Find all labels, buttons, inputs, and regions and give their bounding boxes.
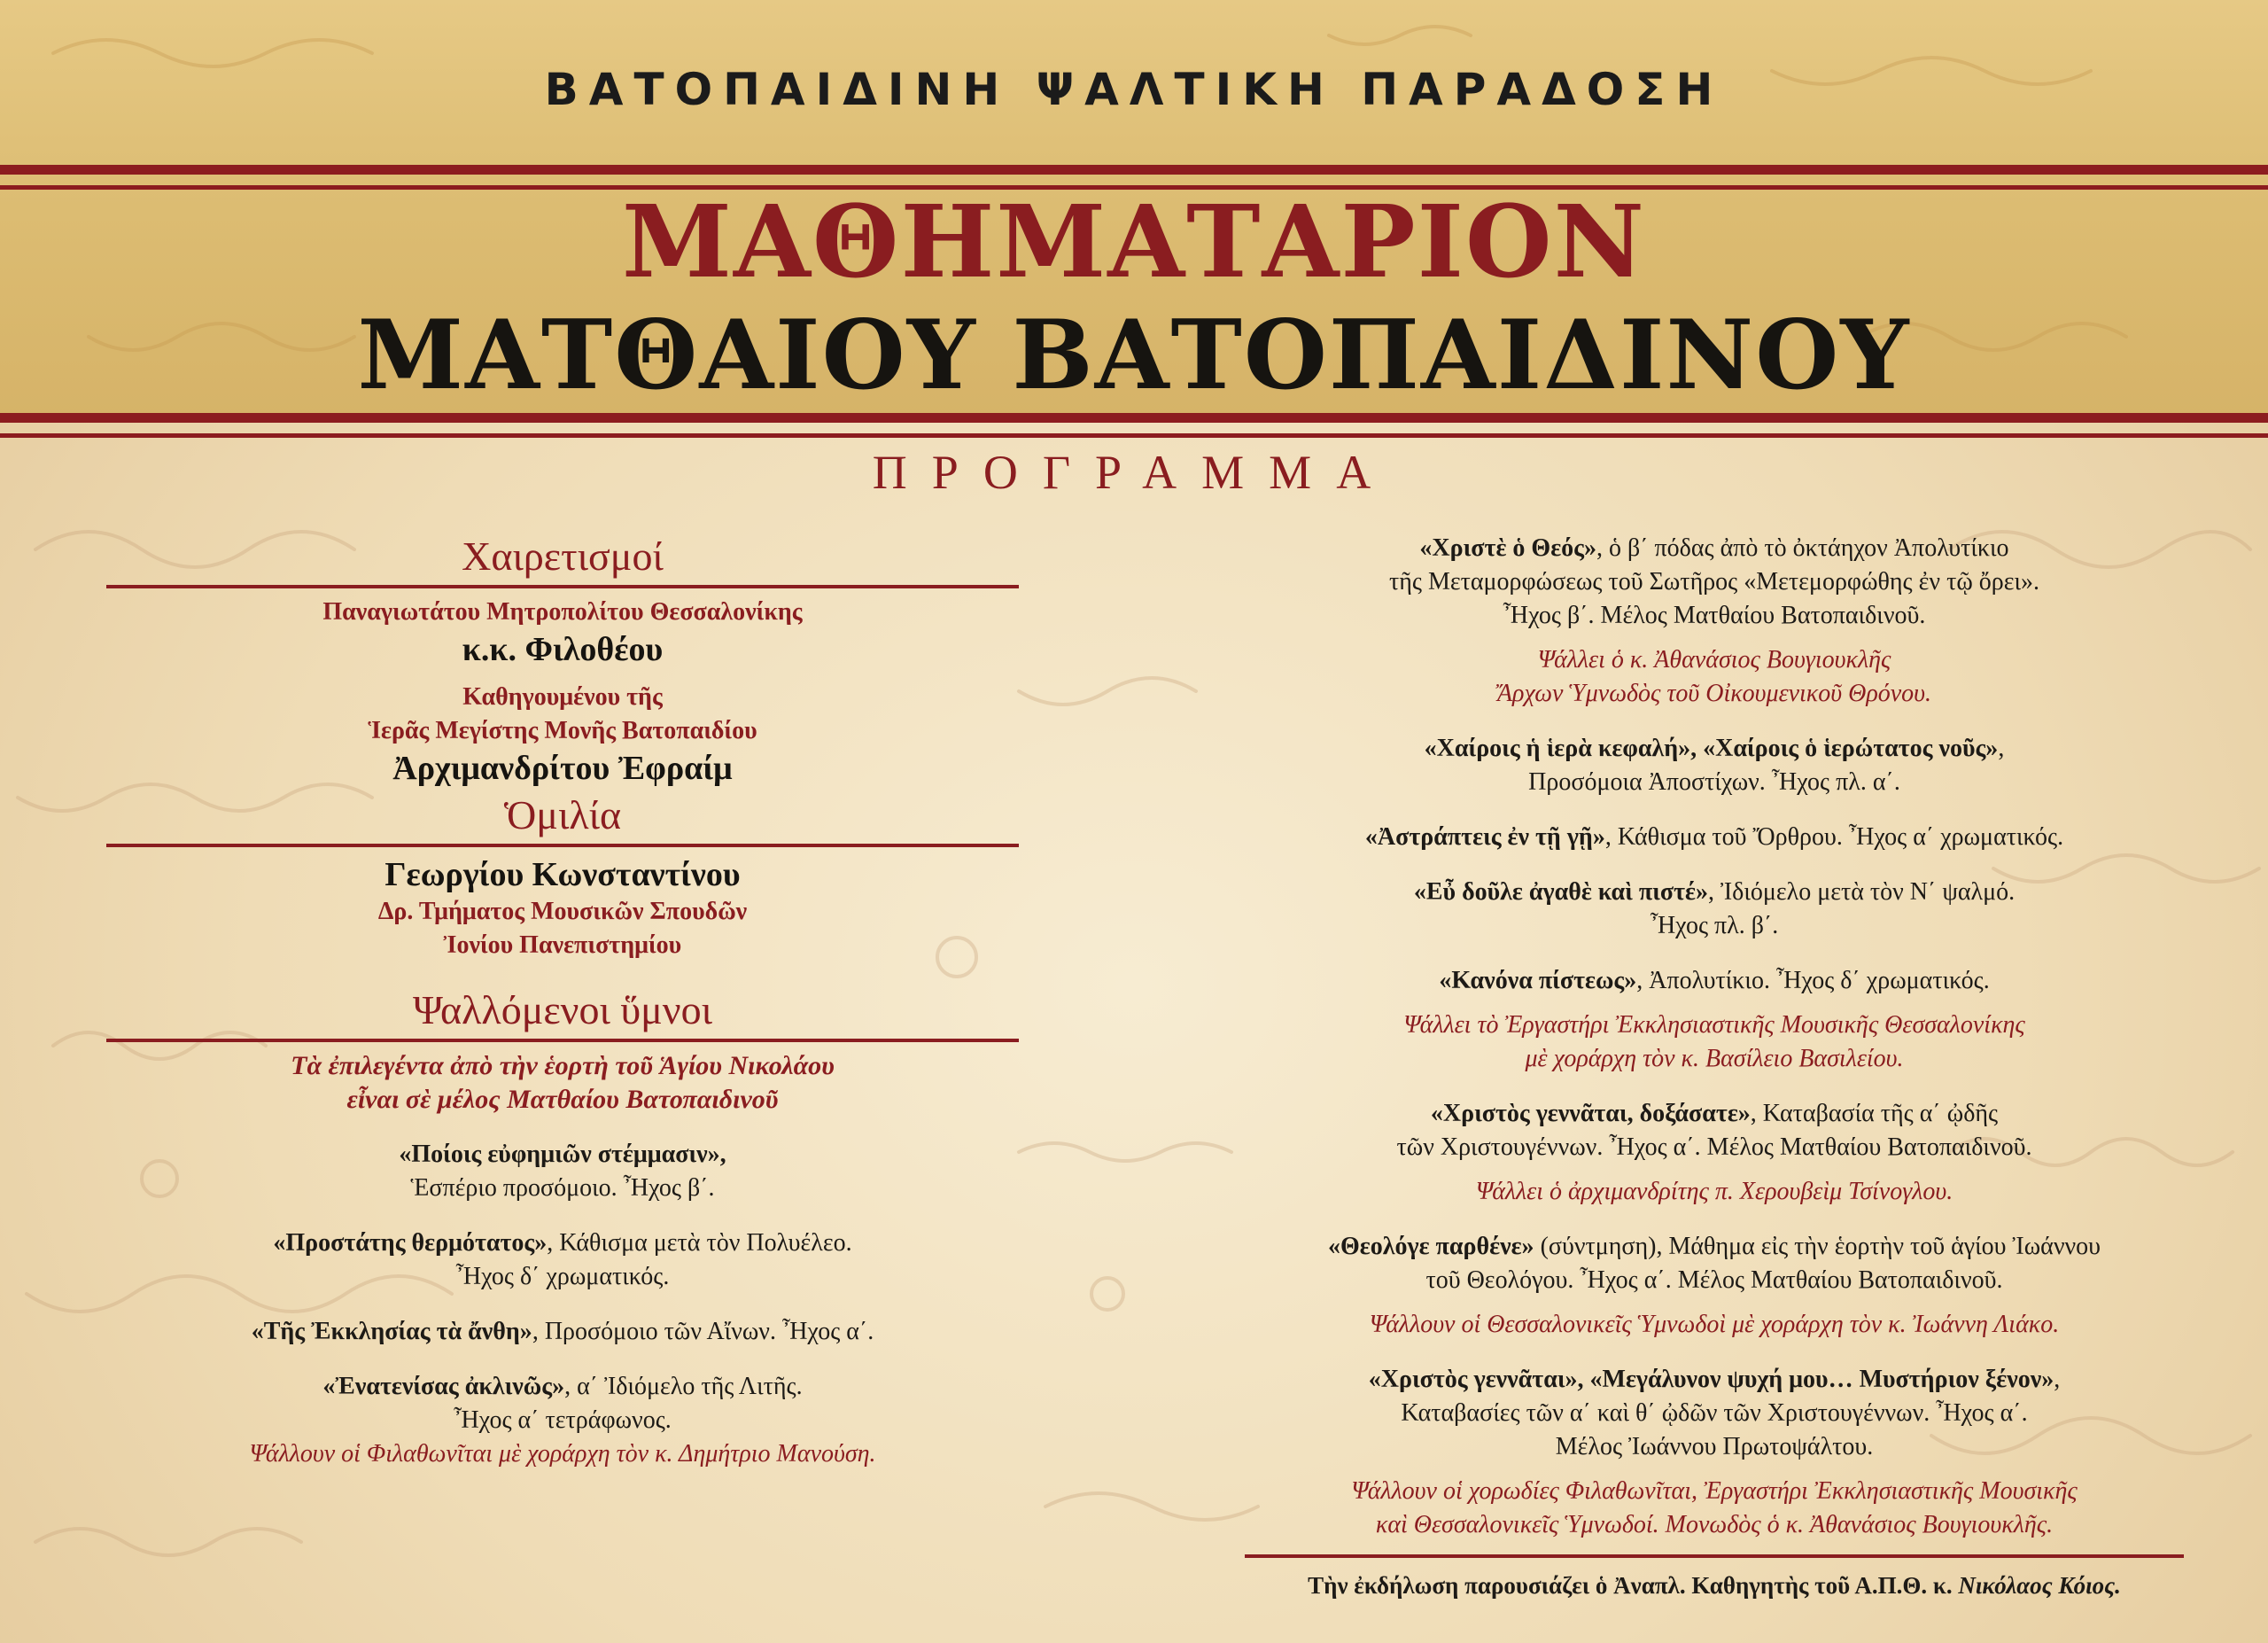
program-heading: ΠΡΟΓΡΑΜΜΑ xyxy=(872,446,1396,499)
hymn-entry: «Προστάτης θερμότατος», Κάθισμα μετὰ τὸν Πολυέλεο. xyxy=(273,1229,852,1257)
hymn-desc: τοῦ Θεολόγου. Ἦχος α΄. Μέλος Ματθαίου Βατοπαιδινοῦ. xyxy=(1425,1266,2003,1294)
greetings-line: Παναγιωτάτου Μητροπολίτου Θεσσαλονίκης xyxy=(322,598,803,626)
speaker-role: Ἰονίου Πανεπιστημίου xyxy=(443,931,682,959)
hymn-item xyxy=(1245,876,2184,943)
hymn-desc: Μέλος Ἰωάννου Πρωτοψάλτου. xyxy=(1555,1433,1874,1460)
hymn-performers: καὶ Θεσσαλονικεῖς Ὑμνωδοί. Μονωδὸς ὁ κ. Ἀθανάσιος Βουγιουκλῆς. xyxy=(1375,1511,2054,1538)
greetings-name: Ἀρχιμανδρίτου Ἐφραίμ xyxy=(392,750,733,787)
page-subtitle: ΜΑΤΘΑΙΟΥ ΒΑΤΟΠΑΙΔΙΝΟΥ xyxy=(357,300,1911,411)
section-rule xyxy=(106,844,1019,847)
hymn-item xyxy=(1245,1230,2184,1342)
hymn-performers: Ψάλλει τὸ Ἐργαστήρι Ἐκκλησιαστικῆς Μουσικῆς Θεσσαλονίκης xyxy=(1403,1011,2025,1039)
speaker-name: Γεωργίου Κωνσταντίνου xyxy=(384,856,741,893)
hymn-item xyxy=(1245,532,2184,711)
hymn-entry: «Κανόνα πίστεως», Ἀπολυτίκιο. Ἦχος δ΄ χρωματικός. xyxy=(1439,967,1990,994)
header-rule-bottom xyxy=(0,413,2268,423)
left-column xyxy=(106,530,1019,1471)
header-rule-bottom-thin xyxy=(0,433,2268,438)
hymn-item xyxy=(1245,1097,2184,1209)
header-rule-top xyxy=(0,165,2268,175)
hymn-performers: Ψάλλει ὁ ἀρχιμανδρίτης π. Χερουβεὶμ Τσίνογλου. xyxy=(1475,1178,1953,1205)
section-rule xyxy=(106,1039,1019,1042)
hymn-entry: «Τῆς Ἐκκλησίας τὰ ἄνθη», Προσόμοιο τῶν Αἴνων. Ἦχος α΄. xyxy=(251,1318,874,1345)
hymn-performers: Ψάλλουν οἱ χορωδίες Φιλαθωνῖται, Ἐργαστήρι Ἐκκλησιαστικῆς Μουσικῆς xyxy=(1351,1477,2078,1505)
hymn-entry: «Χριστὲ ὁ Θεός», ὁ β΄ πόδας ἀπὸ τὸ ὀκτάηχον Ἀπολυτίκιο xyxy=(1419,534,2009,562)
section-rule xyxy=(106,585,1019,588)
hymns-intro: Τὰ ἐπιλεγέντα ἀπὸ τὴν ἑορτὴ τοῦ Ἁγίου Νικολάου xyxy=(291,1051,835,1080)
hymn-entry: «Χριστὸς γεννᾶται», «Μεγάλυνον ψυχή μου… Μυστήριον ξένον», xyxy=(1368,1366,2061,1393)
hymn-entry: «Ἀστράπτεις ἐν τῇ γῇ», Κάθισμα τοῦ Ὄρθρου. Ἦχος α΄ χρωματικός. xyxy=(1364,823,2064,851)
hymn-mode: Ἦχος πλ. β΄. xyxy=(1650,912,1779,939)
presenter-credit: Τὴν ἐκδήλωση παρουσιάζει ὁ Ἀναπλ. Καθηγητὴς τοῦ Α.Π.Θ. κ. Νικόλαος Κόιος. xyxy=(1308,1572,2121,1599)
greetings-heading: Χαιρετισμοί xyxy=(462,533,664,579)
hymn-entry: «Θεολόγε παρθένε» (σύντμηση), Μάθημα εἰς τὴν ἑορτὴν τοῦ ἁγίου Ἰωάννου xyxy=(1328,1233,2101,1260)
hymn-entry: «Χαίροις ἡ ἱερὰ κεφαλή», «Χαίροις ὁ ἱερώτατος νοῦς», xyxy=(1424,735,2005,762)
hymn-item xyxy=(1245,1363,2184,1542)
hymn-item xyxy=(1245,732,2184,799)
greetings-line: Ἱερᾶς Μεγίστης Μονῆς Βατοπαιδίου xyxy=(368,717,757,744)
hymn-performers: Ἄρχων Ὑμνωδὸς τοῦ Οἰκουμενικοῦ Θρόνου. xyxy=(1496,680,1932,707)
hymn-item xyxy=(1245,821,2184,854)
hymn-mode: Ἦχος α΄ τετράφωνος. xyxy=(454,1406,672,1434)
hymn-mode: Ἦχος δ΄ χρωματικός. xyxy=(455,1263,670,1290)
hymn-title: «Ποίοις εὐφημιῶν στέμμασιν», xyxy=(399,1141,726,1168)
right-column xyxy=(1245,532,2184,1602)
speech-section xyxy=(106,789,1019,962)
footer-rule xyxy=(1245,1554,2184,1558)
hymn-performers: Ψάλλει ὁ κ. Ἀθανάσιος Βουγιουκλῆς xyxy=(1537,646,1891,674)
hymn-desc: Προσόμοια Ἀποστίχων. Ἦχος πλ. α΄. xyxy=(1528,768,1900,796)
greetings-line: Καθηγουμένου τῆς xyxy=(462,683,663,711)
speaker-role: Δρ. Τμήματος Μουσικῶν Σπουδῶν xyxy=(377,898,748,925)
hymns-heading: Ψαλλόμενοι ὕμνοι xyxy=(413,987,712,1032)
hymn-mode: Ἦχος β΄. Μέλος Ματθαίου Βατοπαιδινοῦ. xyxy=(1503,602,1926,629)
hymn-performers: Ψάλλουν οἱ Φιλαθωνῖται μὲ χοράρχη τὸν κ. Δημήτριο Μανούση. xyxy=(249,1440,876,1468)
hymn-desc: τῶν Χριστουγέννων. Ἦχος α΄. Μέλος Ματθαίου Βατοπαιδινοῦ. xyxy=(1396,1133,2032,1161)
hymn-performers: Ψάλλουν οἱ Θεσσαλονικεῖς Ὑμνωδοὶ μὲ χοράρχη τὸν κ. Ἰωάννη Λιάκο. xyxy=(1369,1311,2060,1338)
hymns-section xyxy=(106,984,1019,1471)
hymn-entry: «Χριστὸς γεννᾶται, δοξάσατε», Καταβασία τῆς α΄ ᾠδῆς xyxy=(1430,1100,1999,1127)
page-title: ΜΑΘΗΜΑΤΑΡΙΟΝ xyxy=(622,184,1646,300)
hymns-intro: εἶναι σὲ μέλος Ματθαίου Βατοπαιδινοῦ xyxy=(346,1085,779,1114)
speech-heading: Ὁμιλία xyxy=(503,792,622,837)
tagline: ΒΑΤΟΠΑΙΔΙΝΗ ΨΑΛΤΙΚΗ ΠΑΡΑΔΟΣΗ xyxy=(544,64,1724,115)
greetings-section xyxy=(106,530,1019,789)
hymn-entry: «Εὖ δοῦλε ἀγαθὲ καὶ πιστέ», Ἰδιόμελο μετὰ τὸν Ν΄ ψαλμό. xyxy=(1413,878,2016,906)
hymn-performers: μὲ χοράρχη τὸν κ. Βασίλειο Βασιλείου. xyxy=(1525,1045,1904,1072)
hymn-desc: Καταβασίες τῶν α΄ καὶ θ΄ ᾠδῶν τῶν Χριστουγέννων. Ἦχος α΄. xyxy=(1401,1399,2028,1427)
hymn-desc: Ἑσπέριο προσόμοιο. Ἦχος β΄. xyxy=(410,1174,715,1202)
hymn-entry: «Ἐνατενίσας ἀκλινῶς», α΄ Ἰδιόμελο τῆς Λιτῆς. xyxy=(322,1373,803,1400)
hymn-item xyxy=(1245,964,2184,1076)
greetings-name: κ.κ. Φιλοθέου xyxy=(462,631,664,668)
hymn-desc: τῆς Μεταμορφώσεως τοῦ Σωτῆρος «Μετεμορφώθης ἐν τῷ ὄρει». xyxy=(1388,568,2040,596)
